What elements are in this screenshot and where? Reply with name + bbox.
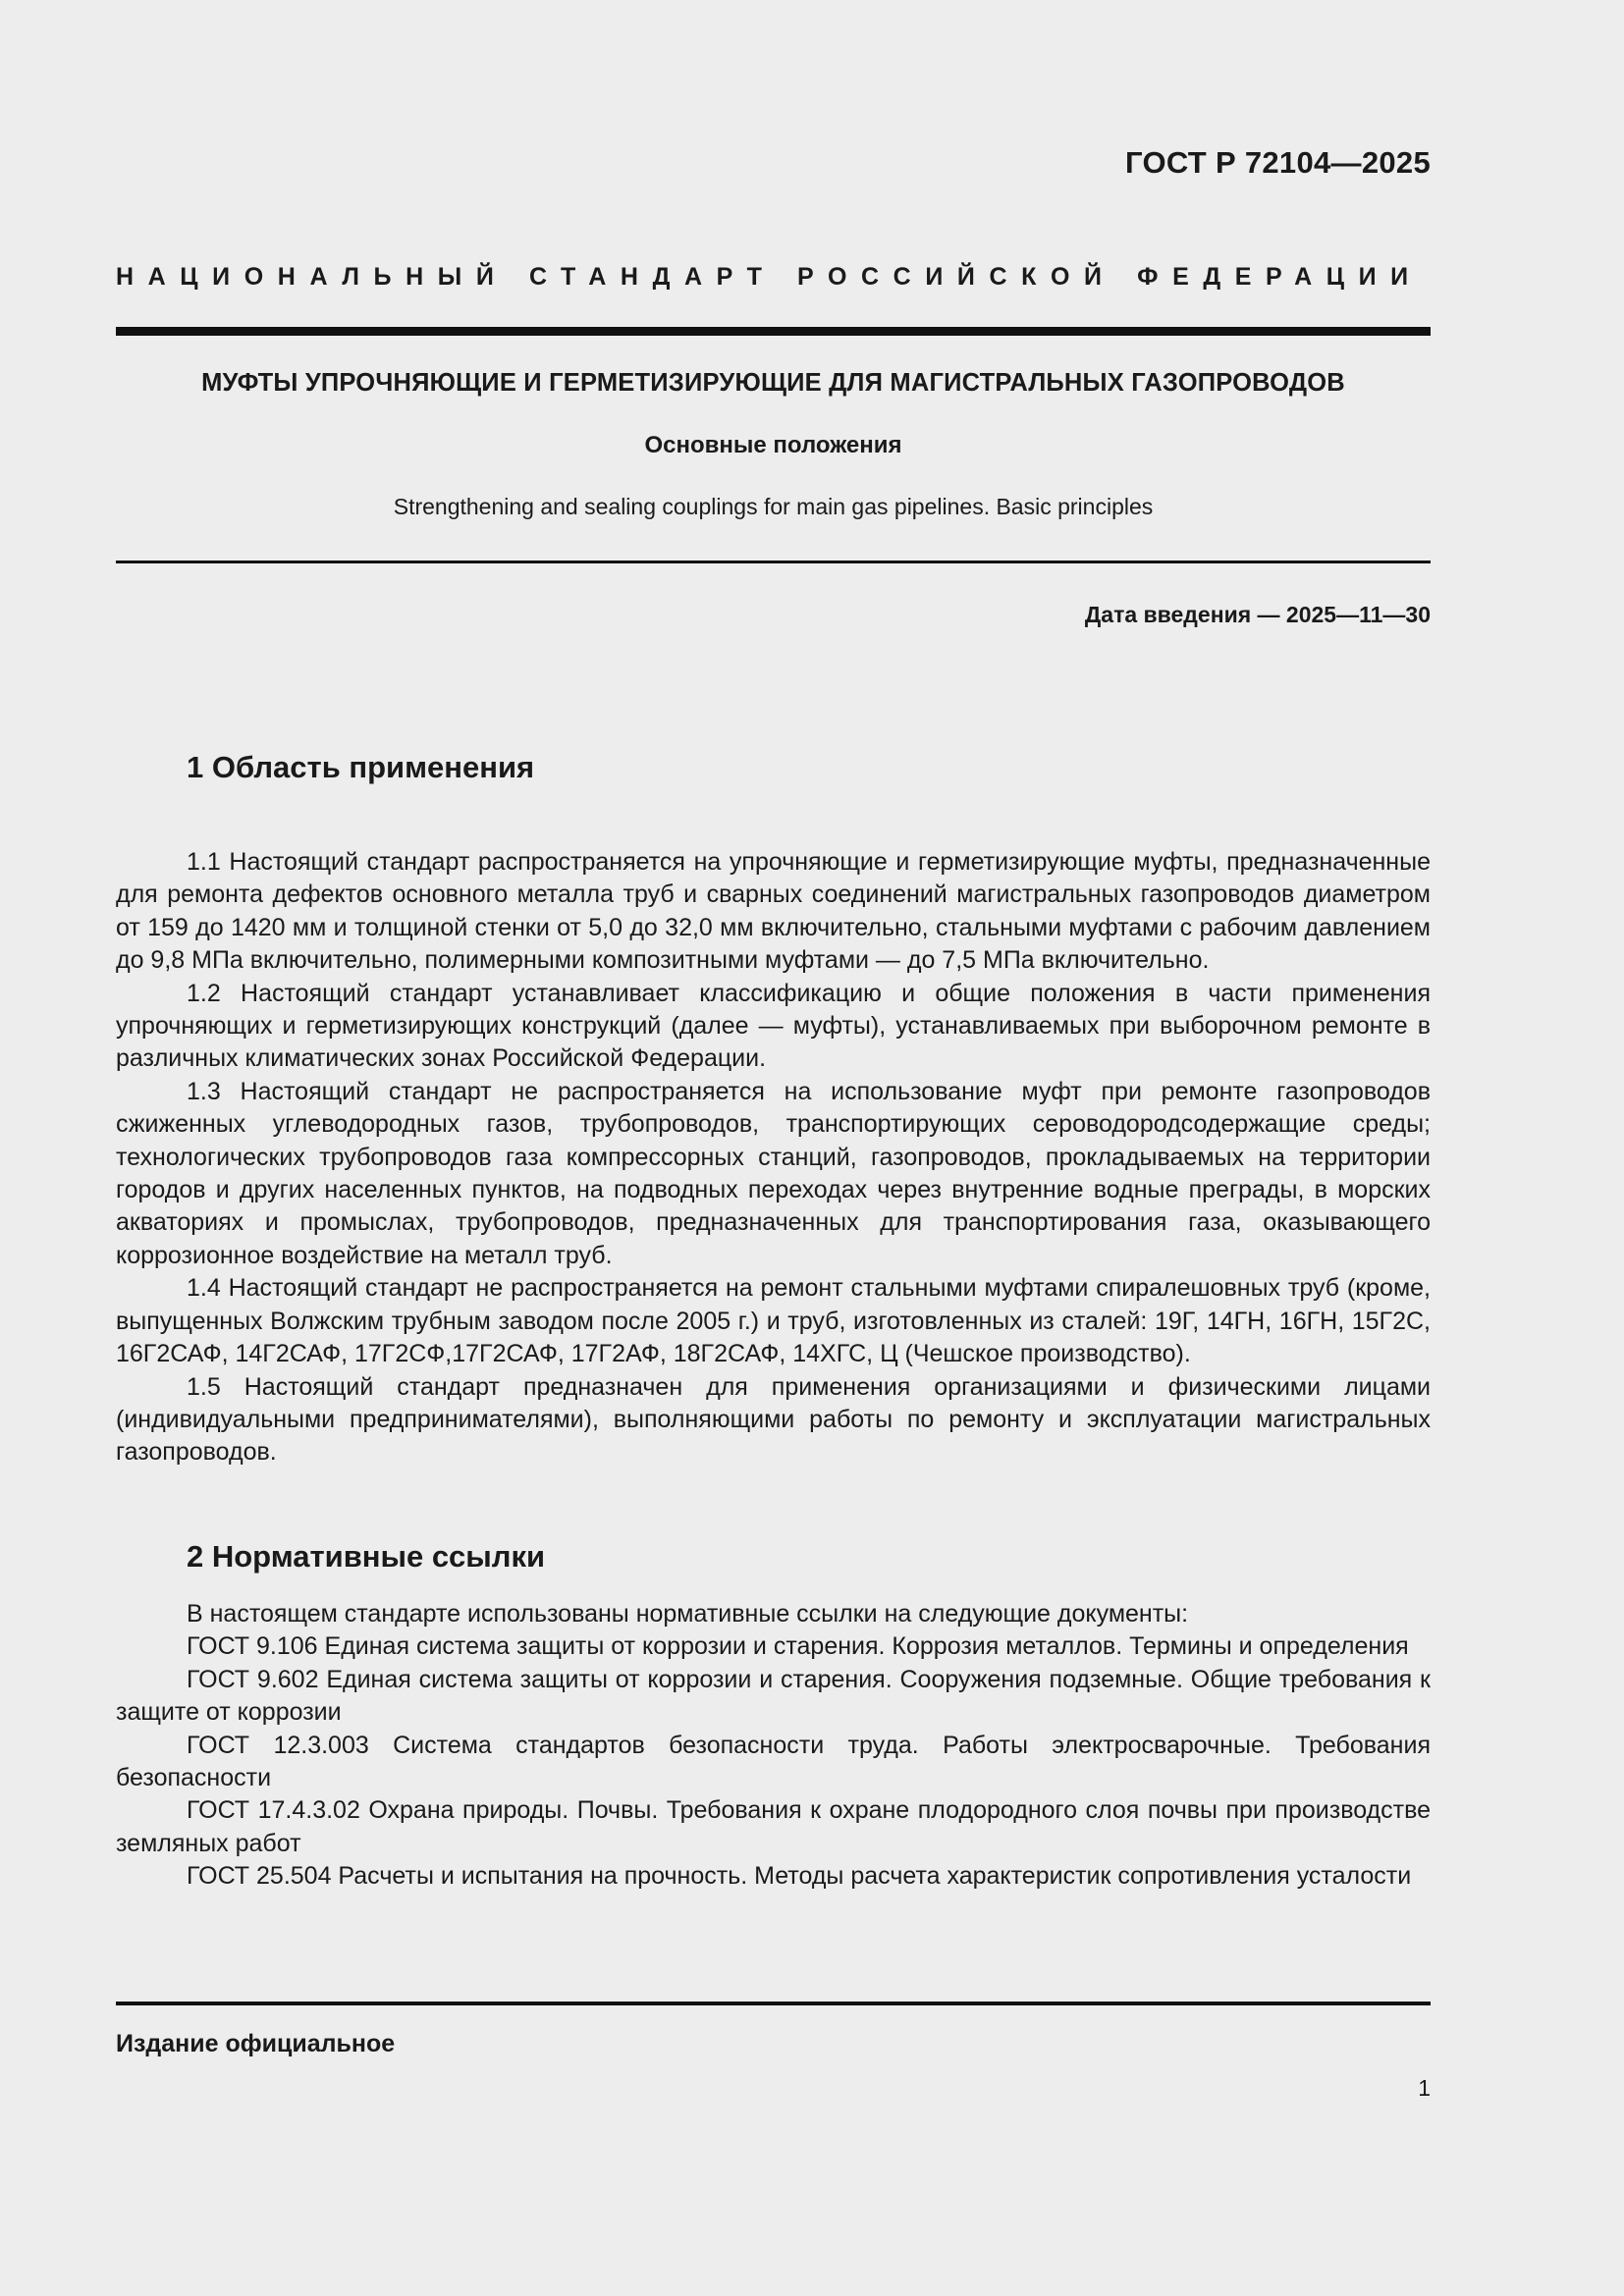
- paragraph-1-5: 1.5 Настоящий стандарт предназначен для применения организациями и физическими лицами (индивидуальными предпринимателями), выполняющими работы по ремонту и эксплуатации магистральных газопроводов.: [116, 1372, 1431, 1467]
- paragraph-1-3: 1.3 Настоящий стандарт не распространяется на использование муфт при ремонте газопроводов сжиженных углеводородных газов, трубопроводов, транспортирующих сероводородсодержащие среды; технологических трубопроводов газа компрессорных станций, газопроводов, прокладываемых на территории городов и других населенных пунктов, на подводных переходах через внутренние водные преграды, в морских акваториях и промыслах, трубопроводов, предназначенных для транспортирования газа, оказывающего коррозионное воздействие на металл труб.: [116, 1077, 1431, 1269]
- section-2-body: [116, 1598, 1431, 1894]
- reference-item: ГОСТ 12.3.003 Система стандартов безопасности труда. Работы электросварочные. Требования безопасности: [116, 1731, 1431, 1792]
- references-intro: В настоящем стандарте использованы нормативные ссылки на следующие документы:: [187, 1600, 1189, 1628]
- paragraph-1-1: 1.1 Настоящий стандарт распространяется на упрочняющие и герметизирующие муфты, предназначенные для ремонта дефектов основного металла труб и сварных соединений магистральных газопроводов диаметром от 159 до 1420 мм и толщиной стенки от 5,0 до 32,0 мм включительно, стальными муфтами с рабочим давлением до 9,8 МПа включительно, полимерными композитными муфтами — до 7,5 МПа включительно.: [116, 848, 1431, 975]
- document-id: ГОСТ Р 72104—2025: [1125, 145, 1431, 180]
- english-title: Strengthening and sealing couplings for main gas pipelines. Basic principles: [393, 494, 1154, 519]
- paragraph-1-2: 1.2 Настоящий стандарт устанавливает классификацию и общие положения в части применения упрочняющих и герметизирующих конструкций (далее — муфты), устанавливаемых при выборочном ремонте в различных климатических зонах Российской Федерации.: [116, 979, 1431, 1073]
- document-page: [116, 0, 1431, 2296]
- header-divider: [116, 327, 1431, 336]
- reference-item: ГОСТ 9.602 Единая система защиты от коррозии и старения. Сооружения подземные. Общие требования к защите от коррозии: [116, 1665, 1431, 1727]
- reference-item: ГОСТ 25.504 Расчеты и испытания на прочность. Методы расчета характеристик сопротивления усталости: [187, 1862, 1412, 1891]
- reference-item: ГОСТ 17.4.3.02 Охрана природы. Почвы. Требования к охране плодородного слоя почвы при производстве земляных работ: [116, 1796, 1431, 1857]
- document-title: МУФТЫ УПРОЧНЯЮЩИЕ И ГЕРМЕТИЗИРУЮЩИЕ ДЛЯ МАГИСТРАЛЬНЫХ ГАЗОПРОВОДОВ: [201, 369, 1345, 397]
- page-number: 1: [1418, 2075, 1431, 2101]
- section-1-body: [116, 846, 1431, 1469]
- title-divider: [116, 561, 1431, 563]
- document-subtitle: Основные положения: [644, 432, 902, 458]
- introduction-date: Дата введения — 2025—11—30: [1084, 602, 1431, 627]
- section-1-heading: 1 Область применения: [187, 750, 535, 784]
- section-2-heading: 2 Нормативные ссылки: [187, 1539, 546, 1574]
- footer-divider: [116, 2002, 1431, 2005]
- reference-item: ГОСТ 9.106 Единая система защиты от коррозии и старения. Коррозия металлов. Термины и определения: [187, 1632, 1409, 1661]
- national-standard-title: НАЦИОНАЛЬНЫЙ СТАНДАРТ РОССИЙСКОЙ ФЕДЕРАЦИИ: [116, 263, 1423, 291]
- paragraph-1-4: 1.4 Настоящий стандарт не распространяется на ремонт стальными муфтами спиралешовных труб (кроме, выпущенных Волжским трубным заводом после 2005 г.) и труб, изготовленных из сталей: 19Г, 14ГН, 16ГН, 15Г2С, 16Г2САФ, 14Г2САФ, 17Г2СФ,17Г2САФ, 17Г2АФ, 18Г2САФ, 14ХГС, Ц (Чешское производство).: [116, 1274, 1431, 1368]
- official-edition-label: Издание официальное: [116, 2030, 396, 2057]
